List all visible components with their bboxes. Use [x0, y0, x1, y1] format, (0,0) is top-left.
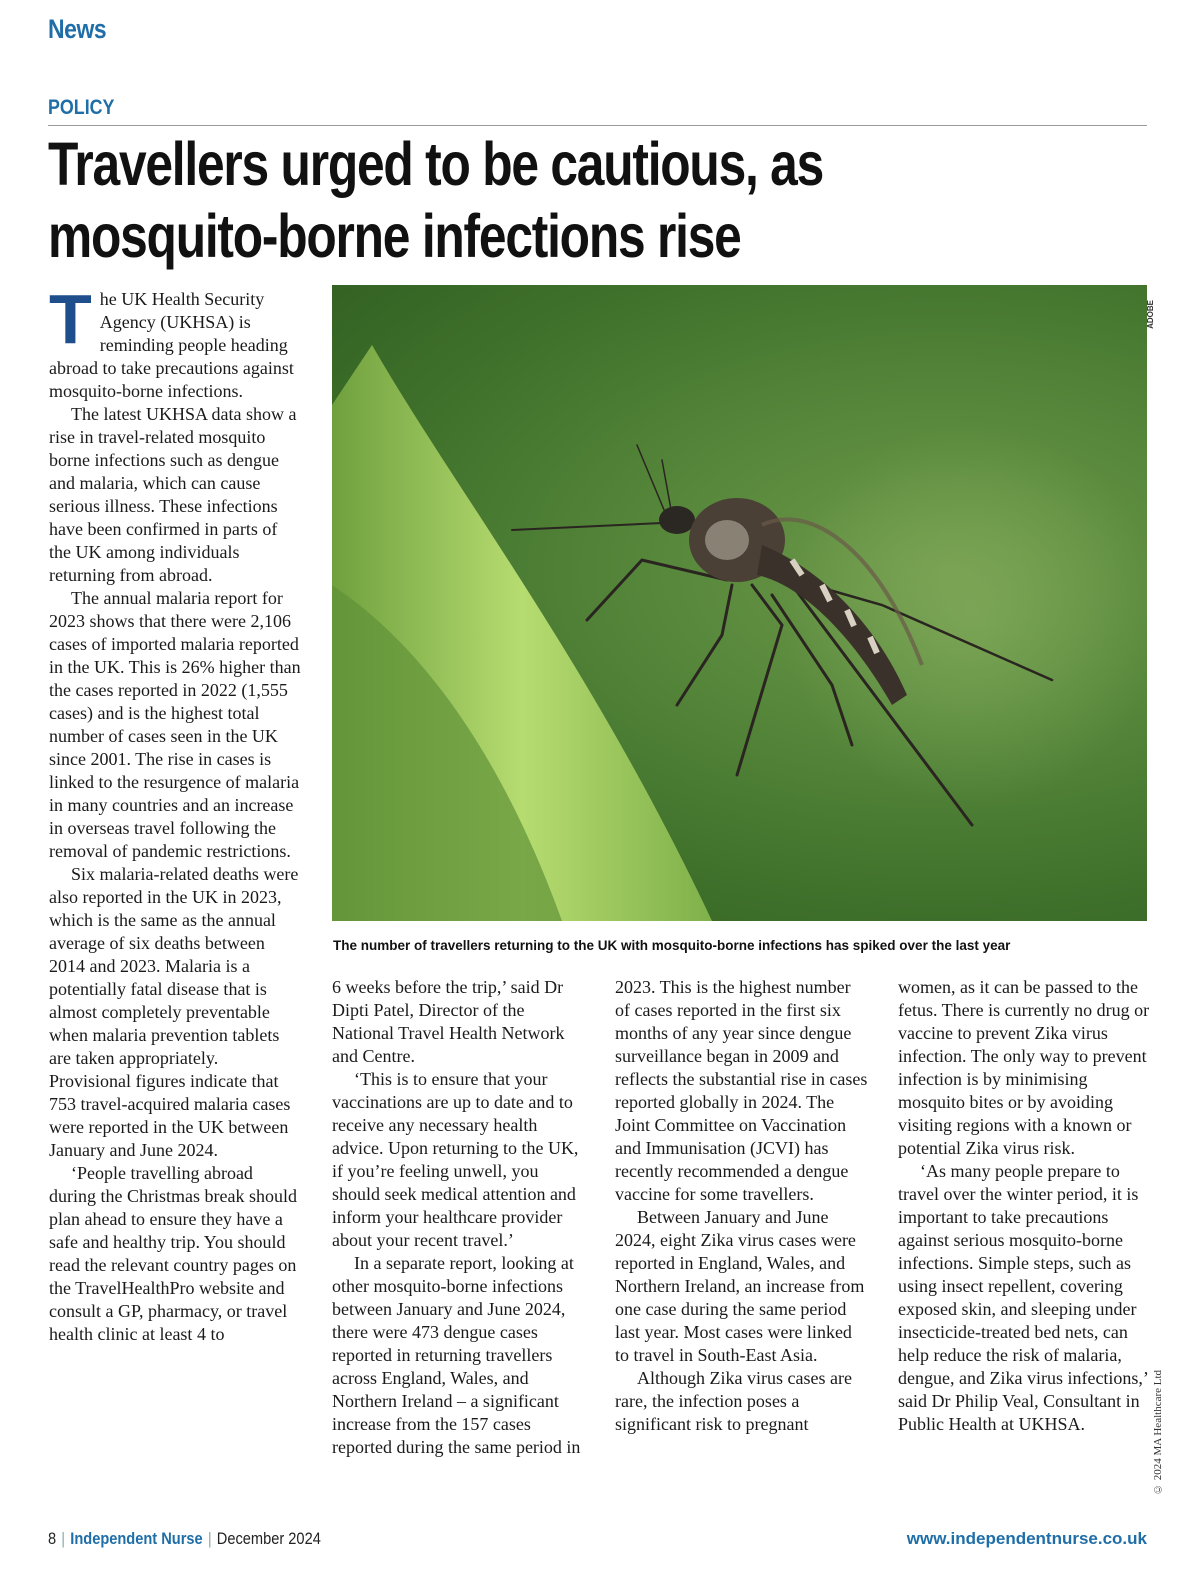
- header-rule: [48, 125, 1147, 126]
- paragraph: [49, 280, 301, 403]
- section-label: News: [48, 14, 107, 44]
- body-column-4: [898, 976, 1150, 1436]
- paragraph: Six malaria-related deaths were also reported in the UK in 2023, which is the same as the annual average of six deaths between 2014 and 2023. Malaria is a potentially fatal disease that is almost completely preventable when malaria prevention tablets are taken appropriately. Provisional figures indicate that 753 travel-acquired malaria cases were reported in the UK between January and June 2024.: [49, 864, 299, 1160]
- body-column-2: [332, 976, 584, 1459]
- paragraph: Although Zika virus cases are rare, the infection poses a significant risk to pregnant: [615, 1368, 852, 1434]
- copyright-notice: © 2024 MA Healthcare Ltd: [1152, 1369, 1164, 1495]
- dropcap: T: [49, 280, 92, 358]
- footer-separator: |: [61, 1529, 66, 1548]
- page-number: 8: [48, 1529, 57, 1548]
- mosquito-illustration: [332, 285, 1147, 921]
- paragraph: ‘People travelling abroad during the Christmas break should plan ahead to ensure they have a safe and healthy trip. You should read the relevant country pages on the TravelHealthPro website and consult a GP, pharmacy, or travel health clinic at least 4 to: [49, 1163, 297, 1344]
- footer-folio: [48, 1529, 321, 1549]
- issue-date: December 2024: [216, 1529, 321, 1548]
- publication-name: Independent Nurse: [70, 1529, 203, 1548]
- headline-line-1: Travellers urged to be cautious, as: [48, 130, 824, 198]
- paragraph: women, as it can be passed to the fetus. There is currently no drug or vaccine to prevent Zika virus infection. The only way to prevent infection is by minimising mosquito bites or by avoiding visiting regions with a known or potential Zika virus risk.: [898, 977, 1150, 1158]
- body-column-1: [49, 280, 301, 1346]
- headline: [48, 128, 1108, 272]
- paragraph: 2023. This is the highest number of cases reported in the first six months of any year since dengue surveillance began in 2009 and reflects the substantial rise in cases reported globally in 2024. The Joint Committee on Vaccination and Immunisation (JCVI) has recently recommended a dengue vaccine for some travellers.: [615, 977, 868, 1204]
- paragraph: The annual malaria report for 2023 shows that there were 2,106 cases of imported malaria reported in the UK. This is 26% higher than the cases reported in 2022 (1,555 cases) and is the highest total number of cases seen in the UK since 2001. The rise in cases is linked to the resurgence of malaria in many countries and an increase in overseas travel following the removal of pandemic restrictions.: [49, 588, 301, 861]
- kicker-label: POLICY: [48, 96, 115, 119]
- image-caption: The number of travellers returning to the UK with mosquito-borne infections has spiked over the last year: [333, 938, 1011, 953]
- paragraph: In a separate report, looking at other mosquito-borne infections between January and June 2024, there were 473 dengue cases reported in returning travellers across England, Wales, and Northern Ireland – a significant increase from the 157 cases reported during the same period in: [332, 1253, 581, 1457]
- website-link[interactable]: www.independentnurse.co.uk: [906, 1529, 1147, 1548]
- footer-separator: |: [207, 1529, 212, 1548]
- image-credit: ADOBE: [1146, 300, 1155, 329]
- paragraph-text: he UK Health Security Agency (UKHSA) is reminding people heading abroad to take precautions against mosquito-borne infections.: [49, 289, 294, 401]
- paragraph: 6 weeks before the trip,’ said Dr Dipti Patel, Director of the National Travel Health Network and Centre.: [332, 977, 565, 1066]
- mosquito-photo: [332, 285, 1147, 921]
- paragraph: ‘As many people prepare to travel over the winter period, it is important to take precautions against serious mosquito-borne infections. Simple steps, such as using insect repellent, covering exposed skin, and sleeping under insecticide-treated bed nets, can help reduce the risk of malaria, dengue, and Zika virus infections,’ said Dr Philip Veal, Consultant in Public Health at UKHSA.: [898, 1161, 1148, 1434]
- paragraph: ‘This is to ensure that your vaccinations are up to date and to receive any necessary health advice. Upon returning to the UK, if you’re feeling unwell, you should seek medical attention and inform your healthcare provider about your recent travel.’: [332, 1069, 579, 1250]
- headline-line-2: mosquito-borne infections rise: [48, 202, 741, 270]
- paragraph: Between January and June 2024, eight Zika virus cases were reported in England, Wales, and Northern Ireland, an increase from one case during the same period last year. Most cases were linked to travel in South-East Asia.: [615, 1207, 865, 1365]
- body-column-3: [615, 976, 869, 1436]
- paragraph: The latest UKHSA data show a rise in travel-related mosquito borne infections such as dengue and malaria, which can cause serious illness. These infections have been confirmed in parts of the UK among individuals returning from abroad.: [49, 404, 297, 585]
